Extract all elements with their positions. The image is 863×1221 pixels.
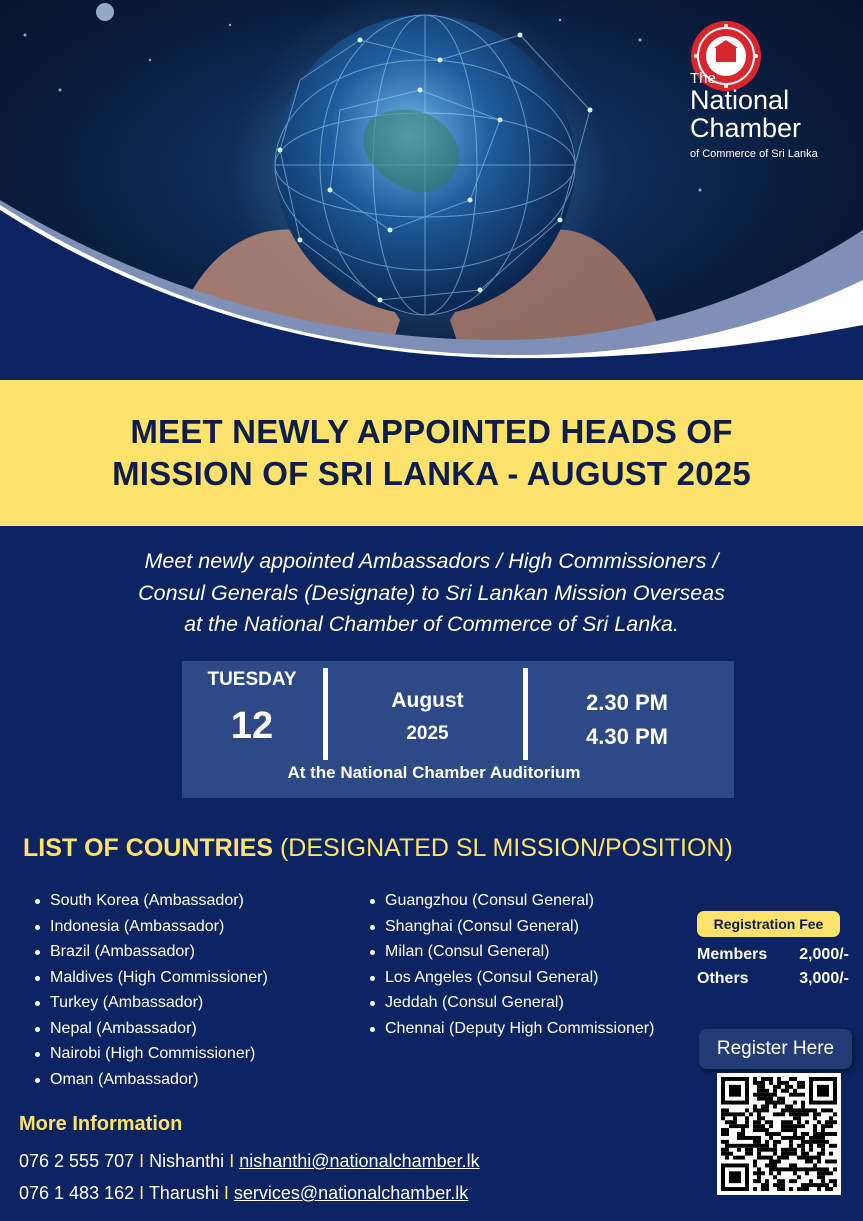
- event-venue: At the National Chamber Auditorium: [287, 763, 581, 782]
- intro-line-3: at the National Chamber of Commerce of Sri Lanka.: [184, 612, 679, 636]
- list-item: Indonesia (Ambassador): [33, 914, 268, 940]
- countries-heading: [23, 834, 733, 863]
- contact-phone: 076 1 483 162: [19, 1183, 135, 1203]
- list-item: Milan (Consul General): [368, 939, 654, 965]
- registration-qr-code[interactable]: [717, 1073, 841, 1195]
- list-item: Jeddah (Consul General): [368, 990, 654, 1016]
- title-band: [0, 380, 863, 526]
- contact-row: [19, 1151, 480, 1172]
- event-day: TUESDAY: [207, 669, 297, 690]
- fee-others-label: Others: [697, 970, 749, 987]
- fee-members-label: Members: [697, 946, 768, 963]
- separator: I: [224, 1151, 240, 1171]
- logo-name-line2: Chamber: [690, 113, 802, 143]
- event-time-end: 4.30 PM: [586, 724, 668, 749]
- divider: [523, 668, 528, 760]
- event-date: 12: [230, 705, 274, 747]
- more-info-heading: More Information: [19, 1113, 183, 1135]
- list-item: Oman (Ambassador): [33, 1067, 268, 1093]
- logo-subtitle: of Commerce of Sri Lanka: [690, 148, 818, 160]
- countries-column-1: [33, 888, 268, 1092]
- list-item: South Korea (Ambassador): [33, 888, 268, 914]
- separator: I: [134, 1183, 149, 1203]
- registration-fee-badge: Registration Fee: [697, 911, 840, 937]
- countries-heading-rest: (DESIGNATED SL MISSION/POSITION): [273, 834, 733, 862]
- intro-line-1: Meet newly appointed Ambassadors / High Commissioners /: [144, 549, 719, 573]
- list-item: Chennai (Deputy High Commissioner): [368, 1016, 654, 1042]
- countries-column-2: [368, 888, 654, 1041]
- countries-heading-bold: LIST OF COUNTRIES: [23, 834, 273, 862]
- register-here-button[interactable]: Register Here: [699, 1029, 852, 1069]
- event-time-start: 2.30 PM: [586, 690, 668, 715]
- list-item: Los Angeles (Consul General): [368, 965, 654, 991]
- qr-code-icon: [721, 1077, 837, 1191]
- separator: I: [134, 1151, 150, 1171]
- list-item: Guangzhou (Consul General): [368, 888, 654, 914]
- event-year: 2025: [406, 723, 449, 744]
- contact-email-link[interactable]: nishanthi@nationalchamber.lk: [239, 1151, 480, 1171]
- fee-members-amount: 2,000/-: [799, 946, 849, 963]
- fee-others-amount: 3,000/-: [799, 970, 849, 987]
- list-item: Turkey (Ambassador): [33, 990, 268, 1016]
- list-item: Nairobi (High Commissioner): [33, 1041, 268, 1067]
- contact-name: Nishanthi: [149, 1151, 225, 1171]
- intro-line-2: Consul Generals (Designate) to Sri Lankan Mission Overseas: [138, 580, 725, 605]
- contact-phone: 076 2 555 707: [19, 1151, 135, 1171]
- divider: [323, 668, 328, 760]
- logo-the: The: [690, 70, 716, 87]
- separator: I: [218, 1183, 234, 1203]
- contact-email-link[interactable]: services@nationalchamber.lk: [233, 1183, 469, 1203]
- organization-logo: [690, 20, 850, 170]
- event-details-box: [182, 661, 734, 798]
- list-item: Shanghai (Consul General): [368, 914, 654, 940]
- event-month: August: [391, 689, 464, 712]
- intro-text: [40, 546, 823, 641]
- list-item: Nepal (Ambassador): [33, 1016, 268, 1042]
- list-item: Brazil (Ambassador): [33, 939, 268, 965]
- contact-name: Tharushi: [148, 1183, 219, 1203]
- title-line-2: MISSION OF SRI LANKA - AUGUST 2025: [112, 455, 751, 492]
- logo-name-line1: National: [690, 85, 790, 115]
- contact-row: [19, 1183, 468, 1204]
- hero-banner: [0, 0, 863, 380]
- list-item: Maldives (High Commissioner): [33, 965, 268, 991]
- title-line-1: MEET NEWLY APPOINTED HEADS OF: [130, 413, 733, 450]
